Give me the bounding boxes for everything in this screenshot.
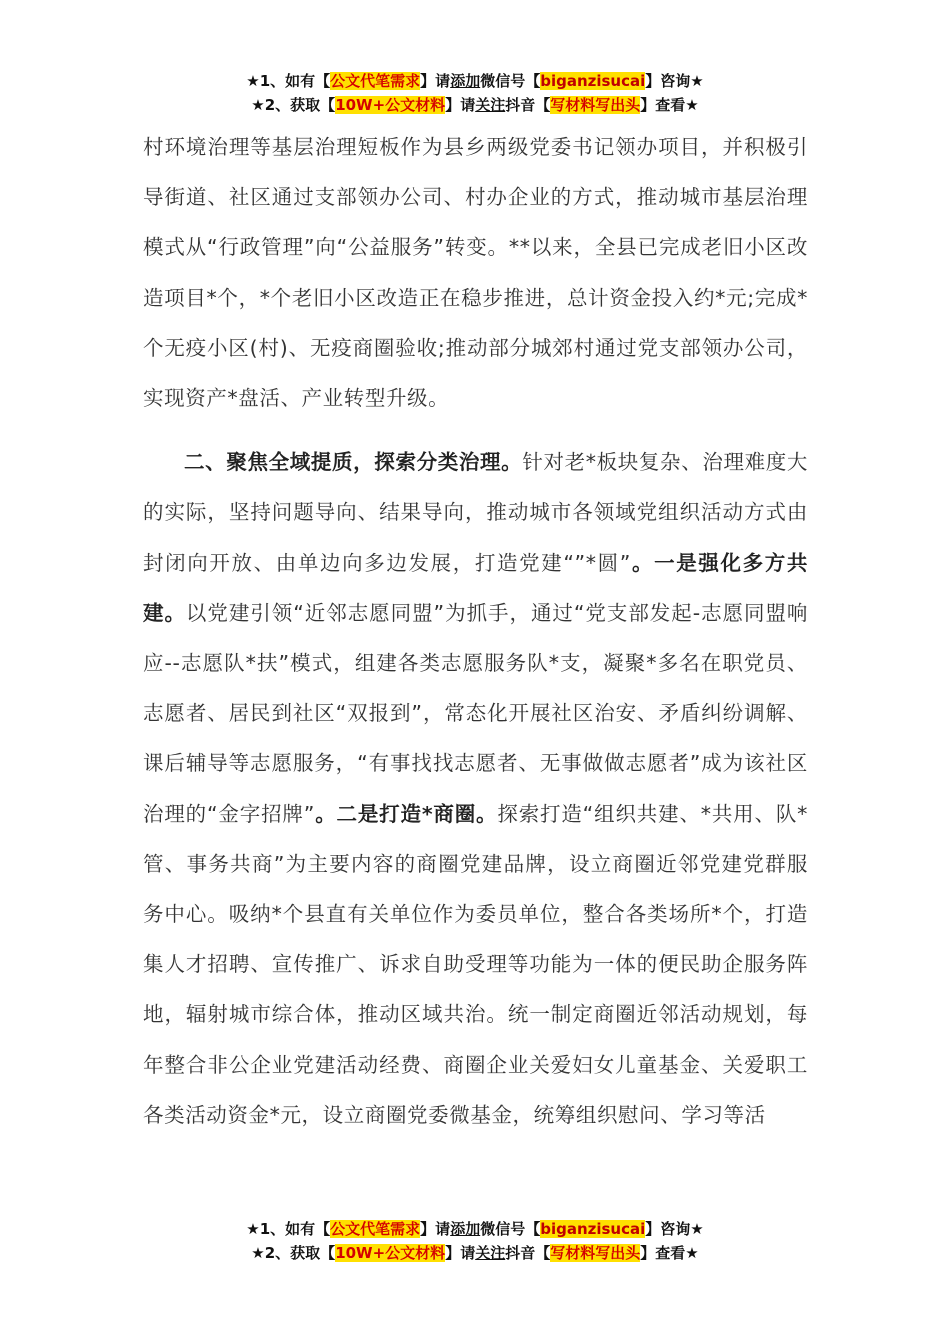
- ad-text: 】查看★: [640, 1244, 699, 1262]
- subheading: 。二是打造*商圈。: [314, 801, 498, 826]
- ad-text: 】查看★: [640, 96, 699, 114]
- ad-underline: 关注: [475, 96, 506, 114]
- paragraph-text: 探索打造“组织共建、*共用、队*管、事务共商”为主要内容的商圈党建品牌，设立商圈近邻党建党群服务中心。吸纳*个县直有关单位作为委员单位，整合各类场所*个，打造集人才招聘、宣传推广、诉求自助受理等功能为一体的便民助企服务阵地，辐射城市综合体，推动区域共治。统一制定商圈近邻活动规划，每年整合非公企业党建活动经费、商圈企业关爱妇女儿童基金、关爱职工各类活动资金*元，设立商圈党委微基金，统筹组织慰问、学习等活: [143, 801, 809, 1127]
- ad-douyin-id: 写材料写出头: [550, 96, 641, 114]
- ad-text: 】请: [420, 1220, 451, 1238]
- paragraph-1: [143, 122, 808, 423]
- ad-line-1: [0, 70, 950, 92]
- ad-highlight: 10W+公文材料: [335, 1244, 446, 1262]
- ad-underline: 添加: [450, 1220, 481, 1238]
- ad-text: ★2、获取【: [251, 1244, 336, 1262]
- paragraph-text: 针对老*板块复杂、治理难度大的实际，坚持问题导向、结果导向，推动城市各领域党组织活动方式由封闭向开放、由单边向多边发展，打造党建“”*圆”: [143, 450, 808, 575]
- ad-text: 】请: [420, 72, 451, 90]
- ad-underline: 关注: [475, 1244, 506, 1262]
- ad-line-2: [0, 1242, 950, 1264]
- ad-underline: 添加: [450, 72, 481, 90]
- ad-text: 微信号【: [480, 1220, 541, 1238]
- section-heading: 二、聚焦全域提质，探索分类治理。: [184, 450, 523, 475]
- ad-text: ★1、如有【: [246, 1220, 331, 1238]
- ad-text: 抖音【: [505, 1244, 551, 1262]
- ad-text: 】请: [445, 1244, 476, 1262]
- ad-text: 微信号【: [480, 72, 541, 90]
- ad-text: 】请: [445, 96, 476, 114]
- ad-wechat-id: biganzisucai: [540, 1220, 646, 1238]
- ad-highlight: 公文代笔需求: [330, 1220, 421, 1238]
- ad-text: 】咨询★: [645, 1220, 704, 1238]
- ad-line-1: [0, 1218, 950, 1240]
- paragraph-text: 村环境治理等基层治理短板作为县乡两级党委书记领办项目，并积极引导街道、社区通过支部领办公司、村办企业的方式，推动城市基层治理模式从“行政管理”向“公益服务”转变。**以来，全县已完成老旧小区改造项目*个，*个老旧小区改造正在稳步推进，总计资金投入约*元;完成*个无疫小区(村)、无疫商圈验收;推动部分城郊村通过党支部领办公司，实现资产*盘活、产业转型升级。: [143, 135, 808, 411]
- paragraph-2: [143, 437, 808, 1140]
- ad-highlight: 公文代笔需求: [330, 72, 421, 90]
- ad-text: 抖音【: [505, 96, 551, 114]
- subheading: 。一是强化多方共建。: [143, 550, 808, 625]
- ad-highlight: 10W+公文材料: [335, 96, 446, 114]
- ad-text: 】咨询★: [645, 72, 704, 90]
- ad-text: ★1、如有【: [246, 72, 331, 90]
- ad-text: ★2、获取【: [251, 96, 336, 114]
- document-body: [143, 122, 808, 1140]
- ad-douyin-id: 写材料写出头: [550, 1244, 641, 1262]
- ad-wechat-id: biganzisucai: [540, 72, 646, 90]
- paragraph-text: 以党建引领“近邻志愿同盟”为抓手，通过“党支部发起-志愿同盟响应--志愿队*扶”模式，组建各类志愿服务队*支，凝聚*多名在职党员、志愿者、居民到社区“双报到”，常态化开展社区治安、矛盾纠纷调解、课后辅导等志愿服务，“有事找找志愿者、无事做做志愿者”成为该社区治理的“金字招牌”: [143, 600, 809, 826]
- ad-line-2: [0, 94, 950, 116]
